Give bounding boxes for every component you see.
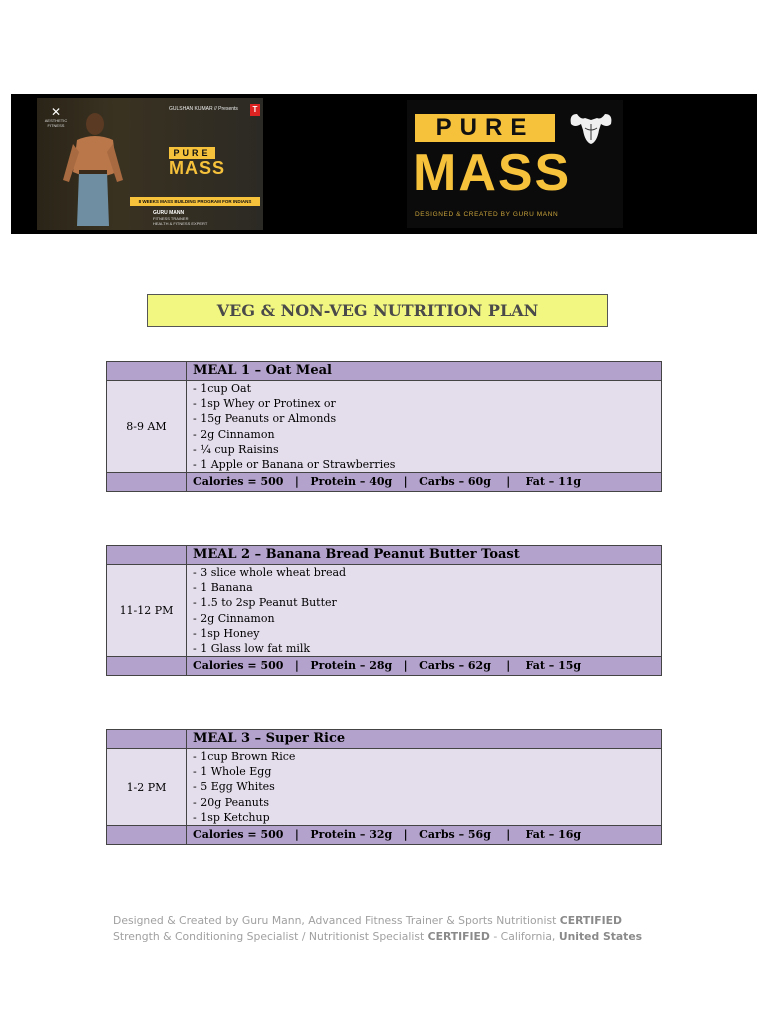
- meal-item: - 1 Whole Egg: [193, 765, 272, 779]
- meal-item: - ¼ cup Raisins: [193, 442, 279, 456]
- footer-line-2-text: Strength & Conditioning Specialist / Nutritionist Specialist: [113, 930, 428, 943]
- meal-3-table: [106, 729, 662, 845]
- promo-mass-label: MASS: [169, 158, 226, 178]
- meal-item: - 2g Cinnamon: [193, 611, 275, 625]
- macros-label-cell: [107, 657, 187, 676]
- meal-time: 8-9 AM: [107, 381, 187, 473]
- meal-item: - 2g Cinnamon: [193, 427, 275, 441]
- aesthetic-fitness-text: AESTHETIC FITNESS: [44, 118, 68, 128]
- promo-author-line2: HEALTH & FITNESS EXPERT: [153, 221, 208, 226]
- brand-pure-label: PURE: [415, 114, 555, 142]
- footer-credits: [113, 913, 733, 945]
- meal-item: - 1sp Honey: [193, 626, 260, 640]
- meal-item: - 5 Egg Whites: [193, 780, 275, 794]
- time-header-cell: [107, 546, 187, 565]
- meal-item: - 1sp Ketchup: [193, 810, 270, 824]
- meal-item: - 1 Apple or Banana or Strawberries: [193, 458, 396, 472]
- meal-title: MEAL 1 – Oat Meal: [187, 362, 662, 381]
- program-cover-image: [37, 98, 263, 230]
- footer-line-2: [113, 929, 733, 945]
- meal-macros: Calories = 500 | Protein – 28g | Carbs – 62g | Fat – 15g: [187, 657, 662, 676]
- t-series-logo: T: [250, 104, 260, 116]
- header-banner: [11, 94, 757, 234]
- plan-title: VEG & NON-VEG NUTRITION PLAN: [147, 294, 608, 327]
- certified-label: CERTIFIED: [427, 930, 490, 943]
- meal-title: MEAL 3 – Super Rice: [187, 730, 662, 749]
- brand-tagline: DESIGNED & CREATED BY GURU MANN: [415, 211, 559, 218]
- footer-line-1: [113, 913, 733, 929]
- meal-item: - 1 Banana: [193, 581, 253, 595]
- meal-1-table: [106, 361, 662, 492]
- macros-label-cell: [107, 826, 187, 845]
- certified-label: CERTIFIED: [559, 914, 623, 927]
- meal-item: - 1 Glass low fat milk: [193, 642, 311, 656]
- promo-author-line1: FITNESS TRAINER: [153, 216, 189, 221]
- footer-country: United States: [558, 930, 643, 943]
- footer-location: - California,: [489, 930, 559, 943]
- brand-mass-label: MASS: [413, 144, 572, 202]
- time-header-cell: [107, 362, 187, 381]
- meal-time: 11-12 PM: [107, 565, 187, 657]
- pure-mass-logo: [407, 100, 623, 228]
- meal-item: - 20g Peanuts: [193, 795, 269, 809]
- promo-pure-label: PURE: [169, 147, 215, 159]
- promo-author: [153, 210, 207, 226]
- meal-item: - 1cup Oat: [193, 382, 251, 395]
- fitness-figure-icon: ✕: [50, 105, 62, 119]
- meal-2-table: [106, 545, 662, 676]
- meal-items: [187, 381, 662, 473]
- meal-item: - 1sp Whey or Protinex or: [193, 397, 336, 411]
- footer-line-1-text: Designed & Created by Guru Mann, Advanced Fitness Trainer & Sports Nutritionist: [113, 914, 560, 927]
- macros-label-cell: [107, 473, 187, 492]
- flexing-torso-icon: [567, 110, 615, 146]
- presents-text: GULSHAN KUMAR // Presents: [169, 106, 238, 112]
- meal-items: [187, 749, 662, 826]
- meal-macros: Calories = 500 | Protein – 40g | Carbs – 60g | Fat – 11g: [187, 473, 662, 492]
- meal-title: MEAL 2 – Banana Bread Peanut Butter Toast: [187, 546, 662, 565]
- athlete-photo: [59, 110, 127, 226]
- meal-item: - 3 slice whole wheat bread: [193, 566, 347, 579]
- meal-item: - 1.5 to 2sp Peanut Butter: [193, 596, 337, 610]
- time-header-cell: [107, 730, 187, 749]
- meal-item: - 1cup Brown Rice: [193, 750, 296, 763]
- meal-item: - 15g Peanuts or Almonds: [193, 412, 337, 426]
- meal-macros: Calories = 500 | Protein – 32g | Carbs – 56g | Fat – 16g: [187, 826, 662, 845]
- meal-items: [187, 565, 662, 657]
- meal-time: 1-2 PM: [107, 749, 187, 826]
- promo-program-strip: 8 WEEKS MASS BUILDING PROGRAM FOR INDIANS: [130, 197, 260, 206]
- promo-author-name: GURU MANN: [153, 210, 185, 216]
